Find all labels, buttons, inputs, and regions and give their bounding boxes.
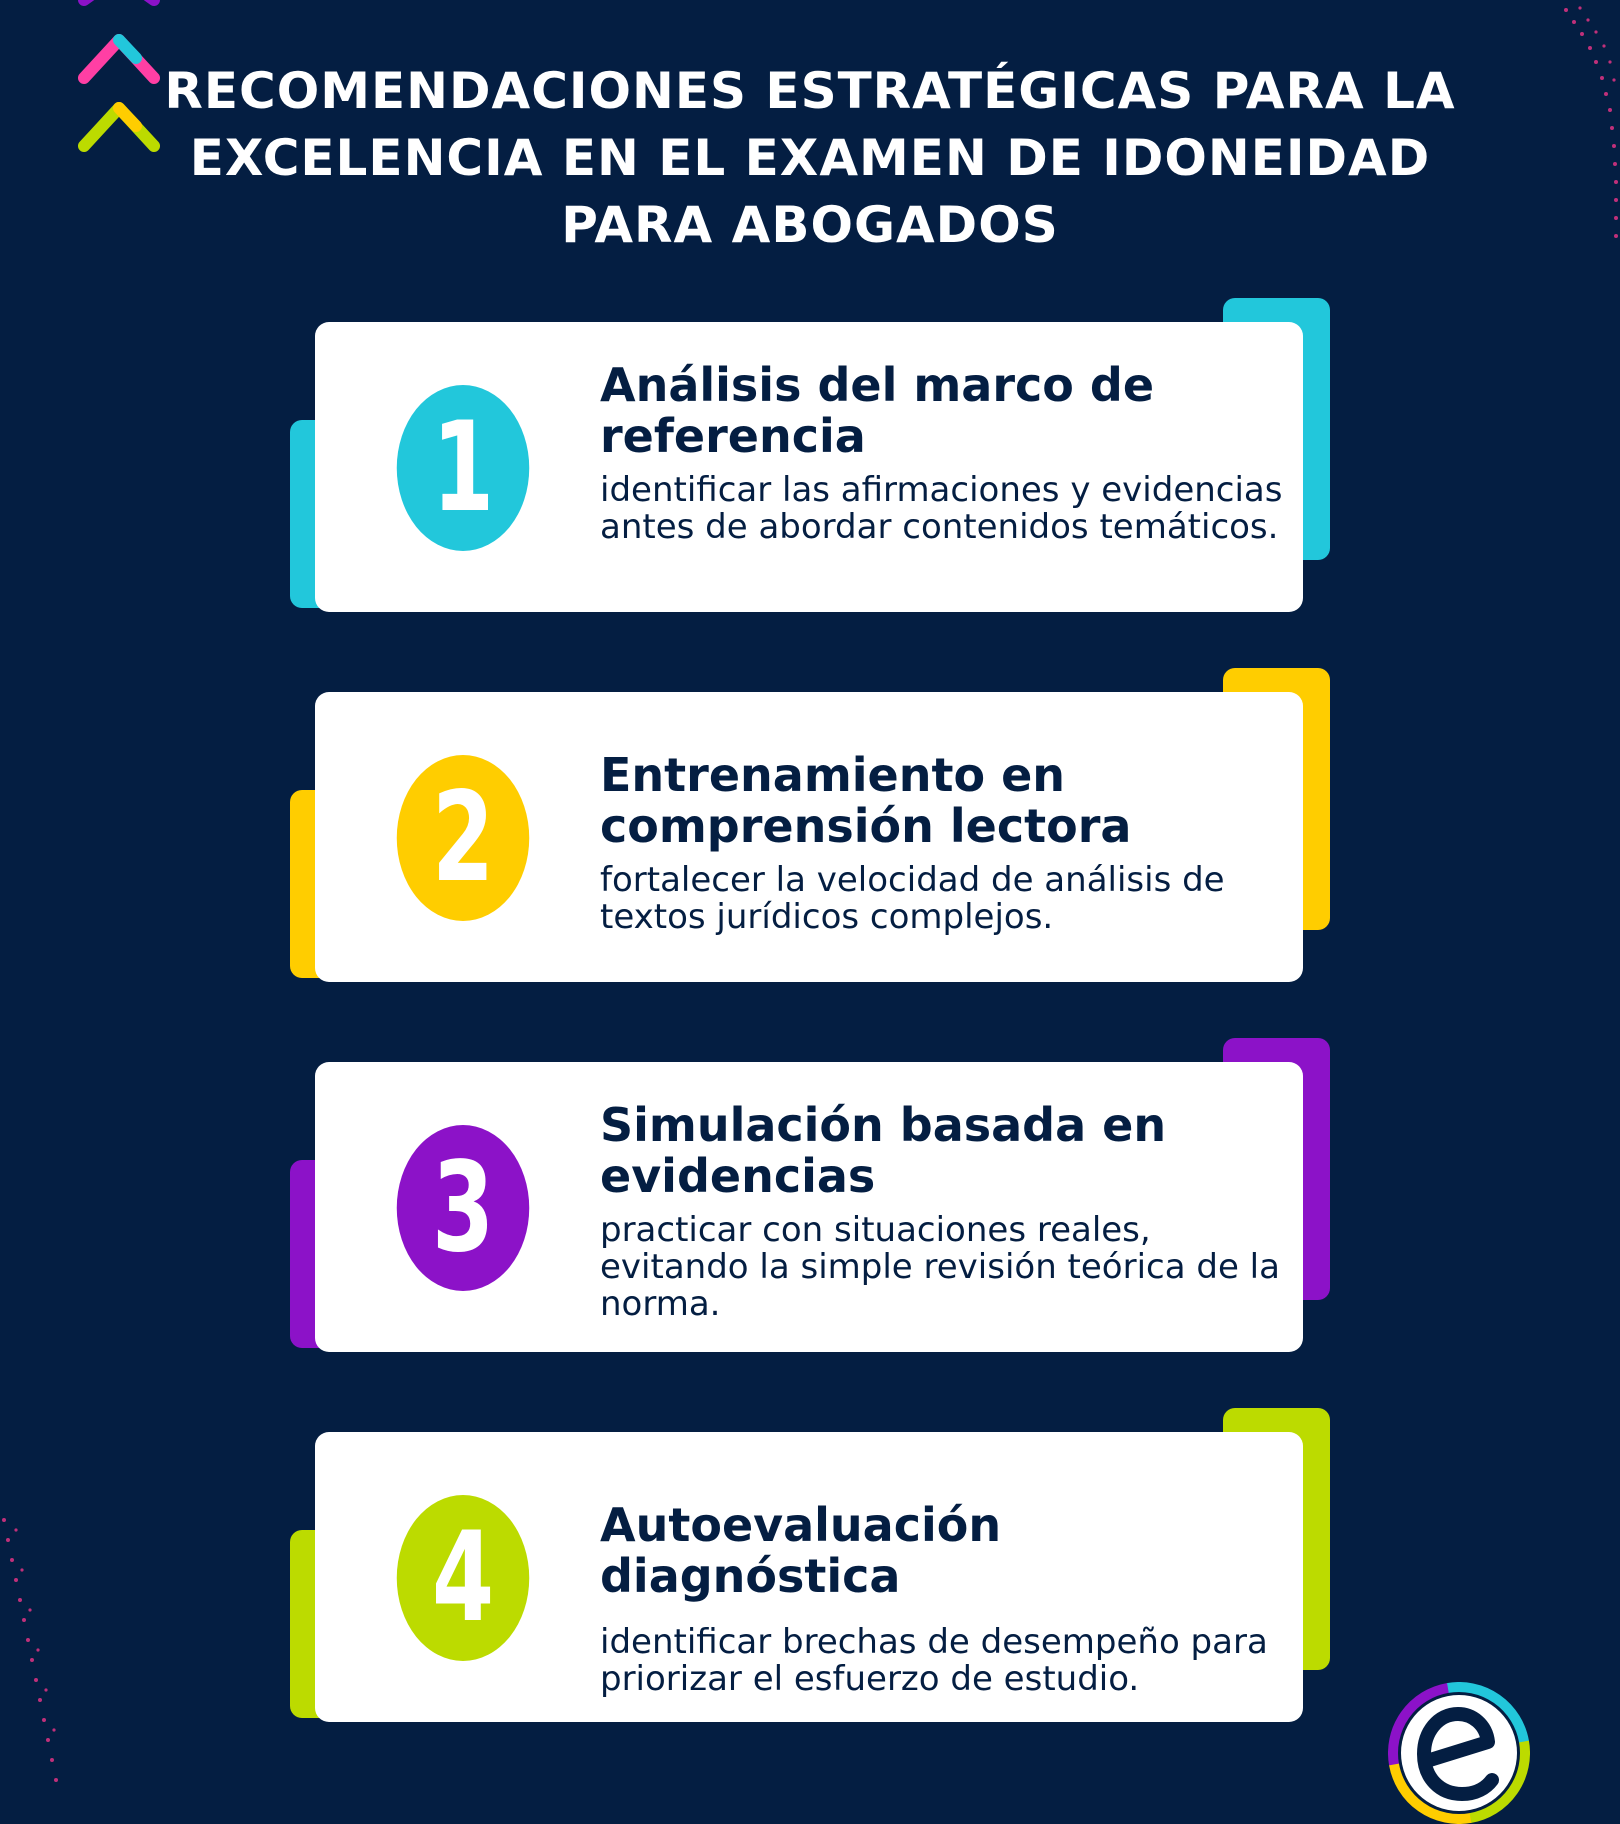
card-description: fortalecer la velocidad de análisis de textos jurídicos complejos. [600,860,1225,937]
card-description: identificar brechas de desempeño para priorizar el esfuerzo de estudio. [600,1622,1268,1699]
recommendation-card-3 [290,1038,1330,1348]
card-title: Análisis del marco de referencia [600,358,1155,463]
dotted-swirl-decoration [1560,0,1620,260]
dotted-swirl-decoration [0,1500,70,1800]
card-panel [315,1432,1303,1722]
card-title: Simulación basada en evidencias [600,1098,1167,1203]
number-badge: 2 [397,755,529,921]
card-title: Entrenamiento en comprensión lectora [600,748,1132,853]
recommendation-card-4 [290,1408,1330,1718]
brand-e-logo-icon [1388,1682,1530,1824]
number-badge: 3 [397,1125,529,1291]
recommendation-card-1 [290,298,1330,608]
card-panel [315,1062,1303,1352]
number-badge: 1 [397,385,529,551]
recommendation-card-2 [290,668,1330,978]
page-title: RECOMENDACIONES ESTRATÉGICAS PARA LA EXCELENCIA EN EL EXAMEN DE IDONEIDAD PARA ABOGADOS [164,62,1456,254]
card-panel [315,692,1303,982]
card-description: practicar con situaciones reales, evitando la simple revisión teórica de la norma. [600,1210,1280,1324]
card-panel [315,322,1303,612]
card-title: Autoevaluación diagnóstica [600,1498,1002,1603]
card-description: identificar las afirmaciones y evidencias antes de abordar contenidos temáticos. [600,470,1283,547]
number-badge: 4 [397,1495,529,1661]
